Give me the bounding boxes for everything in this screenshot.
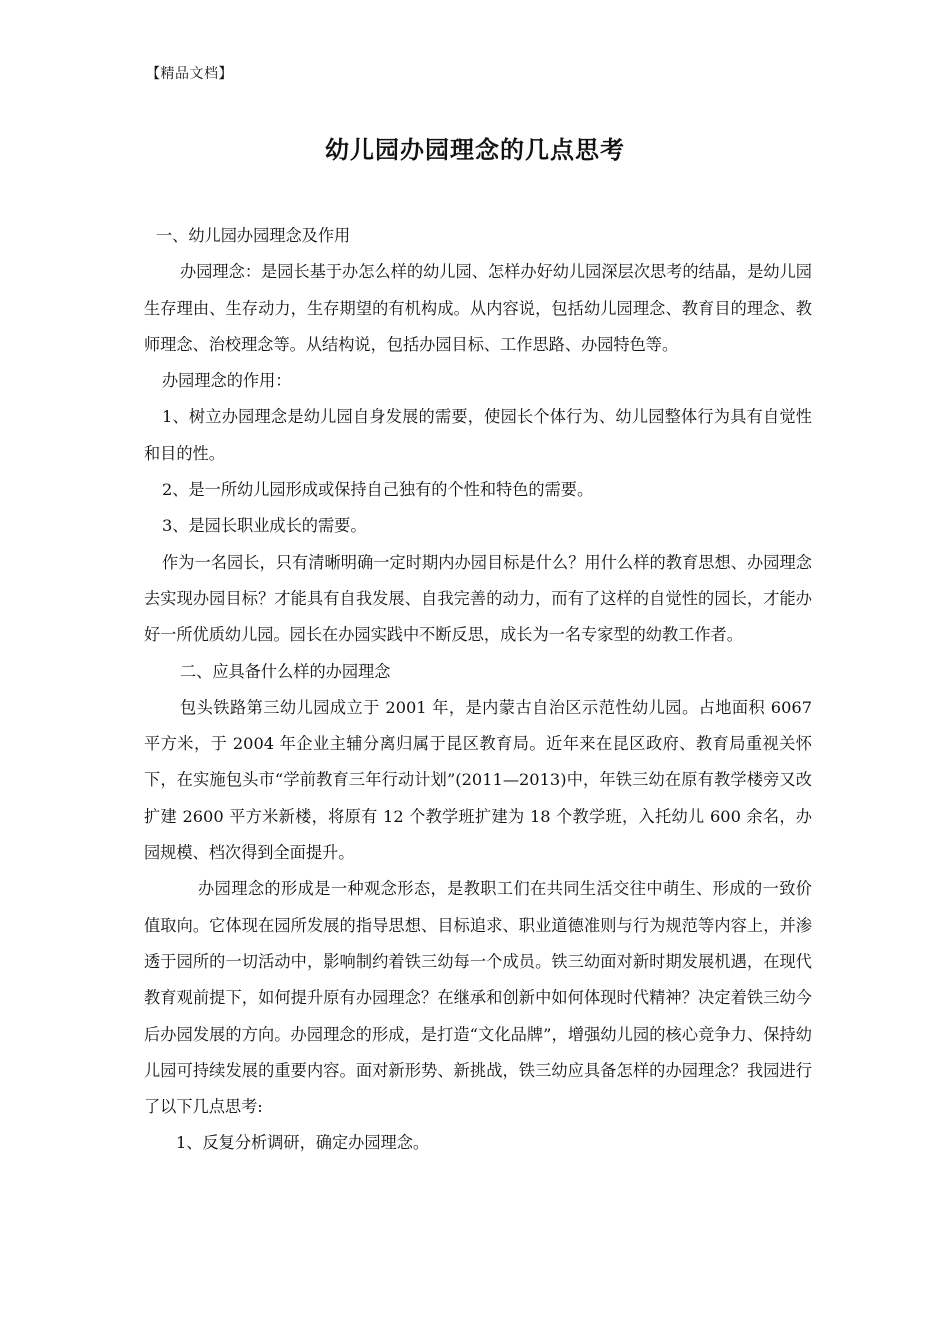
paragraph-principal: 作为一名园长，只有清晰明确一定时期内办园目标是什么？用什么样的教育思想、办园理念去实现办园目标？才能具有自我发展、自我完善的动力，而有了这样的自觉性的园长，才能办好一所优质幼儿园。园长在办园实践中不断反思，成长为一名专家型的幼教工作者。: [144, 552, 812, 645]
list-item-2: 2、是一所幼儿园形成或保持自己独有的个性和特色的需要。: [162, 480, 594, 500]
list-item-3: 3、是园长职业成长的需要。: [162, 516, 367, 536]
list-item-analysis: 1、反复分析调研，确定办园理念。: [176, 1133, 430, 1153]
list-item-1: 1、树立办园理念是幼儿园自身发展的需要，使园长个体行为、幼儿园整体行为具有自觉性和目的性。: [144, 407, 812, 463]
paragraph-role-heading: 办园理念的作用：: [162, 371, 292, 391]
section-heading-2: 二、应具备什么样的办园理念: [180, 661, 391, 681]
section-heading-1: 一、幼儿园办园理念及作用: [156, 226, 351, 245]
paragraph-concept-formation: 办园理念的形成是一种观念形态，是教职工们在共同生活交往中萌生、形成的一致价值取向。它体现在园所发展的指导思想、目标追求、职业道德准则与行为规范等内容上，并渗透于园所的一切活动中，影响制约着铁三幼每一个成员。铁三幼面对新时期发展机遇，在现代教育观前提下，如何提升原有办园理念？在继承和创新中如何体现时代精神？决定着铁三幼今后办园发展的方向。办园理念的形成，是打造“文化品牌”，增强幼儿园的核心竞争力、保持幼儿园可持续发展的重要内容。面对新形势、新挑战，铁三幼应具备怎样的办园理念？我园进行了以下几点思考:: [144, 879, 812, 1117]
paragraph-definition: 办园理念：是园长基于办怎么样的幼儿园、怎样办好幼儿园深层次思考的结晶，是幼儿园生存理由、生存动力，生存期望的有机构成。从内容说，包括幼儿园理念、教育目的理念、教师理念、治校理念等。从结构说，包括办园目标、工作思路、办园特色等。: [144, 262, 812, 354]
document-tag: 【精品文档】: [146, 66, 233, 82]
document-body: [144, 218, 812, 1162]
document-title: 幼儿园办园理念的几点思考: [325, 135, 625, 164]
paragraph-kindergarten-intro: 包头铁路第三幼儿园成立于 2001 年，是内蒙古自治区示范性幼儿园。占地面积 6067 平方米，于 2004 年企业主辅分离归属于昆区教育局。近年来在昆区政府、教育局重视关怀下，在实施包头市“学前教育三年行动计划”(2011—2013)中，年铁三幼在原有教学楼旁又改扩建 2600 平方米新楼，将原有 12 个教学班扩建为 18 个教学班，入托幼儿 600 余名，办园规模、档次得到全面提升。: [144, 697, 812, 863]
